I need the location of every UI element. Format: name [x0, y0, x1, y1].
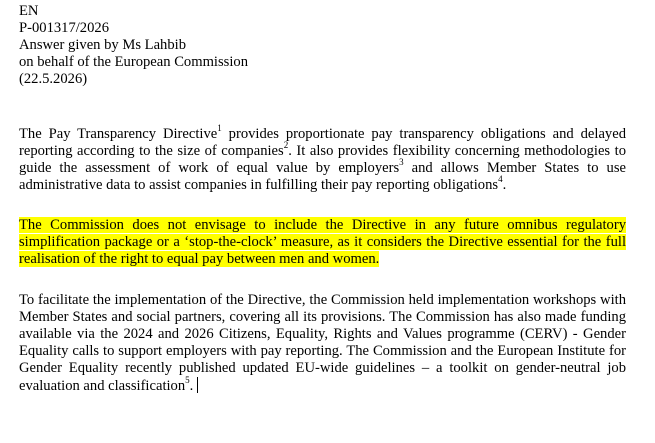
- highlighted-text: The Commission does not envisage to include the Directive in any future omnibus regulatory simplification package or a ‘stop-the-clock’ measure, as it considers the Directive essential for the full realisation of the right to equal pay between men and women.: [19, 217, 626, 267]
- paragraph-commission-position: [19, 217, 626, 268]
- paragraph-implementation-support: [19, 292, 626, 395]
- footnote-ref-5[interactable]: 5: [185, 375, 190, 386]
- paragraph-text: The Pay Transparency Directive: [19, 126, 218, 142]
- footnote-ref-2[interactable]: 2: [283, 140, 289, 151]
- text-cursor: [197, 377, 198, 393]
- document-page: [19, 0, 626, 395]
- language-code: EN: [19, 3, 39, 19]
- question-reference: P-001317/2026: [19, 20, 109, 36]
- answer-date: (22.5.2026): [19, 71, 88, 87]
- paragraph-text: and allows Member States to use administrative data to assist companies in fulfilling their pay reporting obligations: [19, 160, 627, 193]
- paragraph-text: provides proportionate pay transparency obligations and delayed reporting according to the size of companies: [19, 126, 626, 159]
- paragraph-directive-overview: [19, 123, 627, 194]
- paragraph-text: .: [502, 177, 507, 193]
- paragraph-text: .: [189, 378, 194, 394]
- document-header: [19, 3, 626, 88]
- footnote-ref-1[interactable]: 1: [217, 123, 222, 134]
- answer-author: Answer given by Ms Lahbib: [19, 37, 186, 53]
- paragraph-text: To facilitate the implementation of the Directive, the Commission held implementation workshops with Member States and social partners, covering all its provisions. The Commission has also made funding available via the 2024 and 2026 Citizens, Equality, Rights and Values programme (CERV) - Gender Equality calls to support employers with pay reporting. The Commission and the European Institute for Gender Equality recently published updated EU-wide guidelines – a toolkit on gender-neutral job evaluation and classification: [19, 292, 626, 394]
- answer-on-behalf: on behalf of the European Commission: [19, 54, 248, 70]
- footnote-ref-4[interactable]: 4: [498, 174, 503, 185]
- footnote-ref-3[interactable]: 3: [399, 157, 404, 168]
- paragraph-text: . It also provides flexibility concerning methodologies to guide the assessment of work of equal value by employers: [19, 143, 626, 176]
